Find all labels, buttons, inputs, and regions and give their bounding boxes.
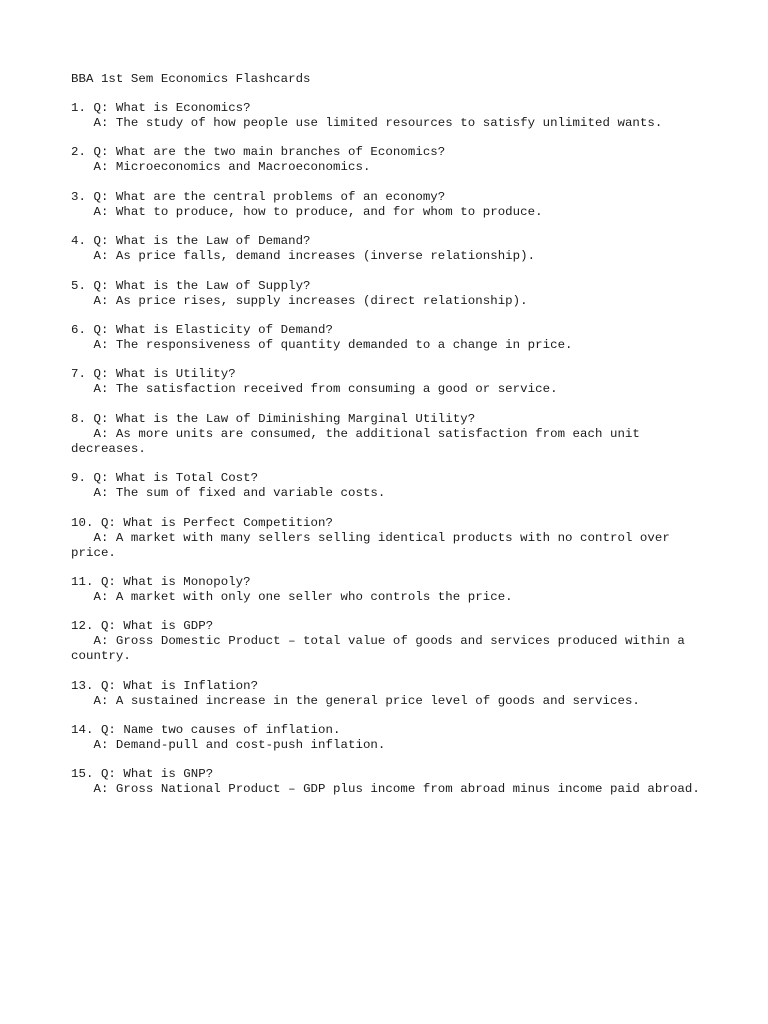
flashcard-question: 12. Q: What is GDP? (71, 619, 214, 634)
flashcard (71, 575, 701, 605)
flashcard-answer: A: What to produce, how to produce, and for whom to produce. (71, 204, 543, 219)
flashcard-answer: A: A sustained increase in the general price level of goods and services. (71, 693, 640, 708)
flashcard-question: 8. Q: What is the Law of Diminishing Marginal Utility? (71, 411, 476, 426)
document-body (71, 72, 701, 812)
flashcard-answer: A: The study of how people use limited resources to satisfy unlimited wants. (71, 116, 663, 130)
flashcard-question: 5. Q: What is the Law of Supply? (71, 278, 311, 293)
flashcard (71, 767, 701, 797)
flashcard-answer: A: The satisfaction received from consuming a good or service. (71, 382, 558, 397)
flashcard-answer: A: A market with many sellers selling identical products with no control over price. (71, 530, 678, 560)
flashcard-question: 11. Q: What is Monopoly? (71, 574, 251, 589)
flashcard (71, 367, 701, 397)
flashcard-question: 4. Q: What is the Law of Demand? (71, 234, 311, 249)
flashcard-question: 10. Q: What is Perfect Competition? (71, 515, 333, 530)
flashcard-answer: A: Gross National Product – GDP plus income from abroad minus income paid abroad. (71, 782, 700, 797)
document-title: BBA 1st Sem Economics Flashcards (71, 72, 311, 86)
flashcard (71, 516, 701, 561)
flashcard-question: 1. Q: What is Economics? (71, 101, 251, 115)
flashcard-answer: A: The responsiveness of quantity demanded to a change in price. (71, 337, 573, 352)
flashcard-answer: A: As price rises, supply increases (direct relationship). (71, 293, 528, 308)
flashcard-answer: A: Demand-pull and cost-push inflation. (71, 738, 386, 753)
flashcard-question: 15. Q: What is GNP? (71, 767, 214, 782)
flashcard (71, 679, 701, 709)
flashcard (71, 723, 701, 753)
flashcard-answer: A: Microeconomics and Macroeconomics. (71, 160, 371, 175)
flashcard-question: 3. Q: What are the central problems of an economy? (71, 189, 446, 204)
flashcard (71, 279, 701, 309)
flashcard (71, 101, 701, 131)
flashcard-answer: A: As price falls, demand increases (inverse relationship). (71, 249, 536, 264)
flashcard (71, 619, 701, 664)
flashcard-answer: A: Gross Domestic Product – total value of goods and services produced within a country. (71, 634, 693, 664)
flashcard-question: 9. Q: What is Total Cost? (71, 471, 259, 486)
flashcard (71, 234, 701, 264)
flashcard-answer: A: As more units are consumed, the additional satisfaction from each unit decreases. (71, 426, 648, 456)
flashcard (71, 471, 701, 501)
flashcard-answer: A: The sum of fixed and variable costs. (71, 486, 386, 501)
flashcard-question: 13. Q: What is Inflation? (71, 678, 259, 693)
flashcard (71, 145, 701, 175)
flashcard (71, 412, 701, 457)
flashcard-question: 7. Q: What is Utility? (71, 367, 236, 382)
flashcard-question: 14. Q: Name two causes of inflation. (71, 723, 341, 738)
flashcard-question: 2. Q: What are the two main branches of Economics? (71, 145, 446, 160)
flashcard-question: 6. Q: What is Elasticity of Demand? (71, 322, 333, 337)
flashcard (71, 323, 701, 353)
flashcard-answer: A: A market with only one seller who controls the price. (71, 589, 513, 604)
flashcard (71, 190, 701, 220)
